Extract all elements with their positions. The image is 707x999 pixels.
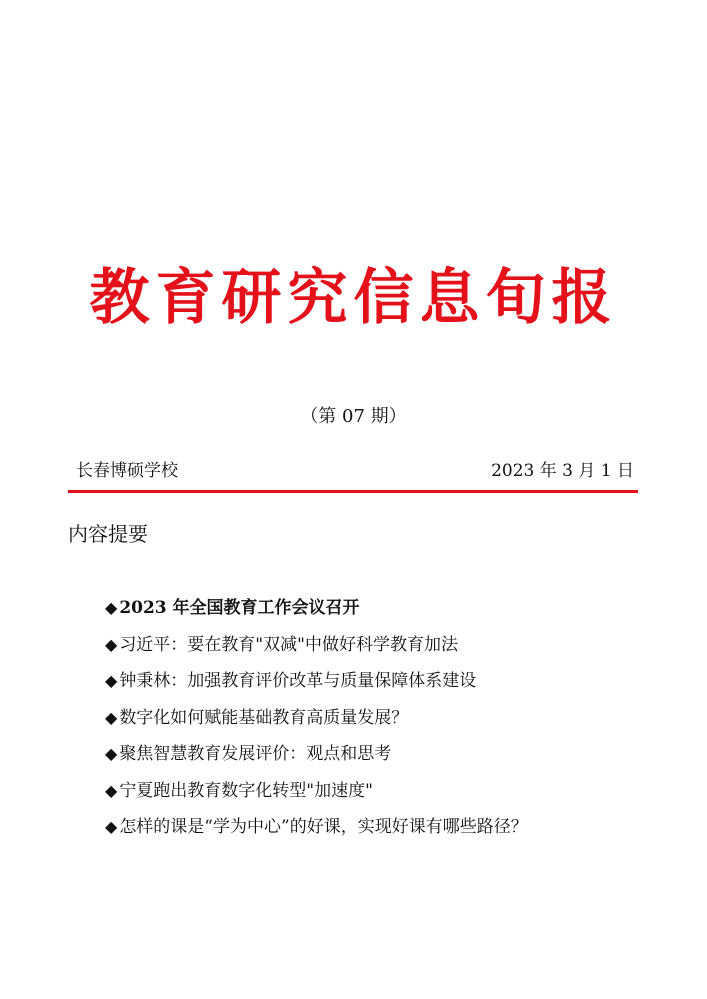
toc-item-label: 宁夏跑出教育数字化转型"加速度" <box>119 780 373 801</box>
diamond-bullet-icon: ◆ <box>105 634 118 654</box>
toc-item-label: 怎样的课是“学为中心”的好课，实现好课有哪些路径？ <box>119 817 528 837</box>
toc-item <box>105 590 528 627</box>
toc-item <box>105 700 528 737</box>
issue-number: （第 07 期） <box>300 406 407 427</box>
diamond-bullet-icon: ◆ <box>105 707 118 727</box>
publication-header <box>68 455 638 485</box>
toc-item <box>105 773 528 810</box>
diamond-bullet-icon: ◆ <box>105 598 118 617</box>
toc-item-label: 习近平：要在教育"双减"中做好科学教育加法 <box>119 634 458 655</box>
toc-item-label: 聚焦智慧教育发展评价：观点和思考 <box>119 744 392 764</box>
masthead-title: 教育研究信息旬报 <box>89 263 618 333</box>
red-divider-rule <box>68 490 638 493</box>
toc-item <box>105 663 528 700</box>
summary-heading: 内容提要 <box>68 522 148 546</box>
diamond-bullet-icon: ◆ <box>105 744 118 763</box>
diamond-bullet-icon: ◆ <box>105 671 118 690</box>
table-of-contents <box>105 590 528 846</box>
toc-item <box>105 627 528 664</box>
toc-item <box>105 736 528 773</box>
toc-item <box>105 809 528 846</box>
publication-date: 2023 年 3 月 1 日 <box>491 461 634 481</box>
toc-item-label: 2023 年全国教育工作会议召开 <box>119 598 360 618</box>
toc-item-label: 数字化如何赋能基础教育高质量发展？ <box>119 707 409 728</box>
toc-item-label: 钟秉林：加强教育评价改革与质量保障体系建设 <box>119 671 477 691</box>
school-name: 长春博硕学校 <box>76 461 178 481</box>
diamond-bullet-icon: ◆ <box>105 817 118 836</box>
diamond-bullet-icon: ◆ <box>105 780 118 800</box>
